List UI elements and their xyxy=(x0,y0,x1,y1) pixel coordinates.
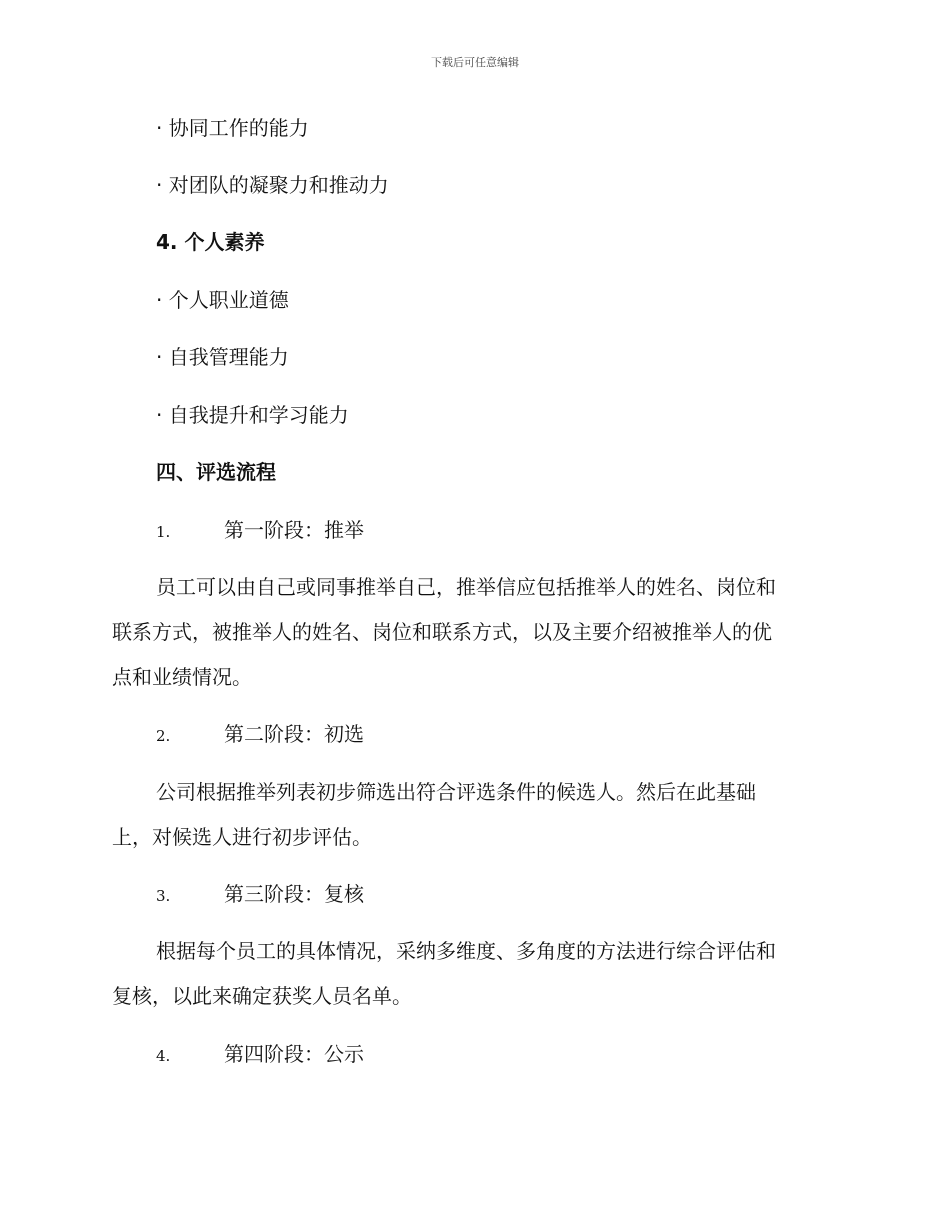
step-paragraph xyxy=(112,770,842,860)
bullet-item: · 协同工作的能力 xyxy=(156,116,309,140)
step-title: 第二阶段：初选 xyxy=(224,722,364,746)
paragraph-line: 根据每个员工的具体情况，采纳多维度、多角度的方法进行综合评估和 xyxy=(156,939,776,963)
paragraph-line: 复核，以此来确定获奖人员名单。 xyxy=(112,984,412,1008)
paragraph-line: 点和业绩情况。 xyxy=(112,665,252,689)
step-number: 2. xyxy=(156,727,171,745)
bullet-item: · 自我提升和学习能力 xyxy=(156,403,349,427)
bullet-item: · 对团队的凝聚力和推动力 xyxy=(156,173,389,197)
step-number: 3. xyxy=(156,887,171,905)
step-heading xyxy=(156,720,364,750)
section-heading-process: 四、评选流程 xyxy=(156,460,276,484)
paragraph-line: 上，对候选人进行初步评估。 xyxy=(112,825,372,849)
step-title: 第三阶段：复核 xyxy=(224,882,364,906)
step-heading xyxy=(156,880,364,910)
step-number: 4. xyxy=(156,1047,171,1065)
paragraph-line: 公司根据推举列表初步筛选出符合评选条件的候选人。然后在此基础 xyxy=(156,780,756,804)
bullet-item: · 自我管理能力 xyxy=(156,345,289,369)
step-paragraph xyxy=(112,929,842,1019)
paragraph-line: 联系方式，被推举人的姓名、岗位和联系方式，以及主要介绍被推举人的优 xyxy=(112,620,772,644)
step-heading xyxy=(156,1040,364,1070)
bullet-item: · 个人职业道德 xyxy=(156,288,289,312)
step-paragraph xyxy=(112,565,842,700)
page-header: 下载后可任意编辑 xyxy=(431,56,519,69)
step-number: 1. xyxy=(156,523,171,541)
step-title: 第四阶段：公示 xyxy=(224,1042,364,1066)
step-heading xyxy=(156,516,364,546)
section-heading-personal-quality: 4. 个人素养 xyxy=(156,230,265,254)
paragraph-line: 员工可以由自己或同事推举自己，推举信应包括推举人的姓名、岗位和 xyxy=(156,575,776,599)
step-title: 第一阶段：推举 xyxy=(224,518,364,542)
